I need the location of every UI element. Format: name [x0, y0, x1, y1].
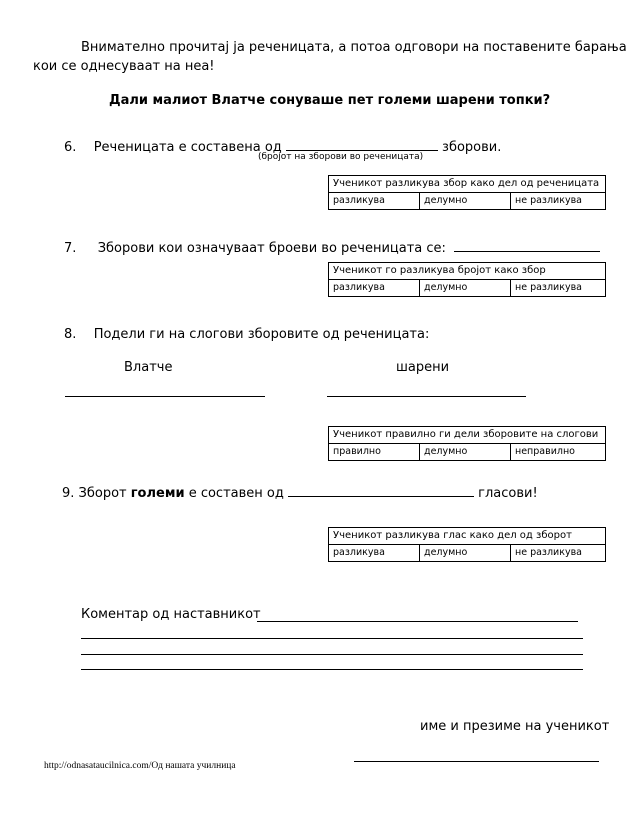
rubric-header: Ученикот разликува збор како дел од реченицата — [329, 176, 606, 193]
rubric-option-cell[interactable]: не разликува — [511, 193, 606, 210]
sound-count-answer-field[interactable] — [288, 484, 474, 497]
teacher-comment-label: Коментар од наставникот — [81, 607, 261, 622]
syllable-word-1: Влатче — [124, 360, 173, 375]
question-7-number: 7. — [64, 241, 77, 256]
instructions-line-2: кои се однесуваат на неа! — [33, 59, 215, 74]
teacher-comment-line-1[interactable] — [257, 621, 578, 622]
rubric-option-cell[interactable]: правилно — [329, 444, 420, 461]
question-8-number: 8. — [64, 327, 77, 342]
student-name-label: име и презиме на ученикот — [420, 719, 610, 734]
question-6-text-after: зборови. — [442, 140, 502, 155]
question-9-middle: е составен од — [188, 486, 284, 501]
rubric-option-cell[interactable]: разликува — [329, 545, 420, 562]
rubric-table-6 — [328, 175, 606, 210]
rubric-option-cell[interactable]: разликува — [329, 193, 420, 210]
rubric-option-cell[interactable]: делумно — [420, 193, 511, 210]
teacher-comment-line-2[interactable] — [81, 638, 583, 639]
question-7 — [64, 239, 600, 258]
question-6-note: (бројот на зборови во реченицата) — [258, 152, 424, 162]
rubric-header: Ученикот правилно ги дели зборовите на слогови — [329, 427, 606, 444]
question-9 — [62, 484, 538, 503]
question-6-number: 6. — [64, 140, 77, 155]
word-count-answer-field[interactable] — [286, 138, 438, 151]
question-8-text: Подели ги на слогови зборовите од реченицата: — [93, 327, 430, 342]
question-9-word: големи — [130, 486, 185, 501]
rubric-table-9 — [328, 527, 606, 562]
target-sentence: Дали малиот Влатче сонуваше пет големи шарени топки? — [109, 93, 551, 108]
rubric-option-cell[interactable]: не разликува — [511, 545, 606, 562]
instructions-line-1: Внимателно прочитај ја реченицата, а потоа одговори на поставените барања — [81, 40, 627, 55]
rubric-option-cell[interactable]: делумно — [420, 444, 511, 461]
rubric-header: Ученикот го разликува бројот како збор — [329, 263, 606, 280]
rubric-option-cell[interactable]: разликува — [329, 280, 420, 297]
question-9-suffix: гласови! — [478, 486, 538, 501]
rubric-option-cell[interactable]: не разликува — [511, 280, 606, 297]
rubric-option-cell[interactable]: делумно — [420, 545, 511, 562]
rubric-header: Ученикот разликува глас како дел од зборот — [329, 528, 606, 545]
teacher-comment-line-3[interactable] — [81, 654, 583, 655]
syllable-answer-line-2[interactable] — [327, 396, 526, 397]
rubric-option-cell[interactable]: неправилно — [511, 444, 606, 461]
question-9-prefix: 9. Зборот — [62, 486, 127, 501]
rubric-table-8 — [328, 426, 606, 461]
student-name-line[interactable] — [354, 761, 599, 762]
number-words-answer-field[interactable] — [454, 239, 600, 252]
question-7-text: Зборови кои означуваат броеви во реченицата се: — [97, 241, 446, 256]
syllable-word-2: шарени — [396, 360, 450, 375]
rubric-option-cell[interactable]: делумно — [420, 280, 511, 297]
rubric-table-7 — [328, 262, 606, 297]
teacher-comment-line-4[interactable] — [81, 669, 583, 670]
question-8 — [64, 326, 429, 344]
syllable-answer-line-1[interactable] — [65, 396, 265, 397]
question-6-text: Реченицата е составена од — [93, 140, 282, 155]
footer-source: http://odnasataucilnica.com/Од нашата училница — [44, 761, 236, 771]
